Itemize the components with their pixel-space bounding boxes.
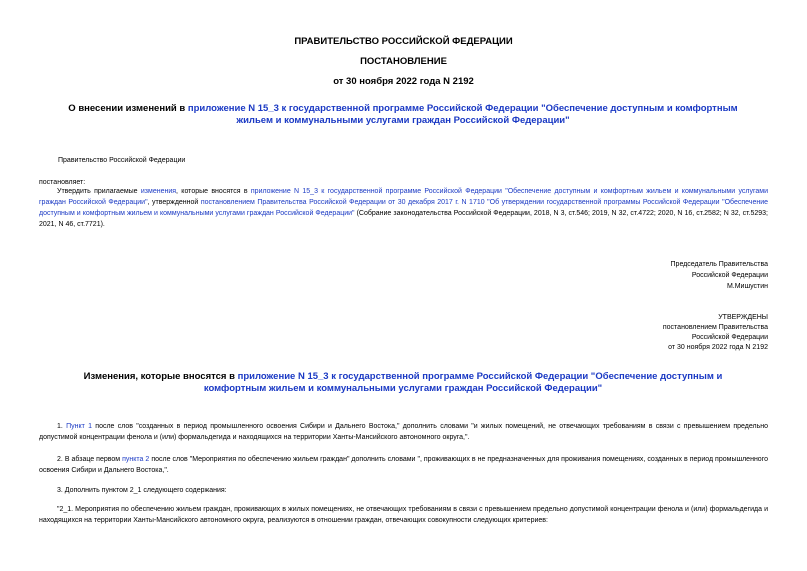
- item-3: 3. Дополнить пунктом 2_1 следующего содержания:: [57, 487, 227, 494]
- document-title-text: О внесении изменений в: [68, 103, 188, 114]
- link-appendix[interactable]: приложение N 15_3 к государственной программе Российской Федерации "Обеспечение доступным и комфортным жильем и коммунальными услугами граждан Российской Федерации": [39, 188, 768, 206]
- link-resolution[interactable]: постановлением Правительства Российской Федерации от 30 декабря 2017 г. N 1710 "Об утверждении государственной программы Российской Федерации "Обеспечение доступным и комфортным жильем и коммунальными услугами граждан Российской Федерации": [39, 199, 769, 217]
- intro-government: Правительство Российской Федерации: [58, 157, 186, 164]
- intro-text-a: Утвердить прилагаемые: [57, 188, 141, 195]
- item-1-number: 1.: [57, 423, 67, 430]
- item-2-text-a: 2. В абзаце первом: [57, 456, 123, 463]
- intro-text-c: , утвержденной: [147, 199, 201, 206]
- document-type: ПОСТАНОВЛЕНИЕ: [360, 56, 447, 67]
- changes-title-text: Изменения, которые вносятся в: [83, 371, 238, 382]
- link-point-1[interactable]: Пункт 1: [66, 423, 93, 430]
- signature-country: Российской Федерации: [691, 272, 768, 279]
- intro-decrees: постановляет:: [39, 179, 86, 186]
- link-point-2[interactable]: пункта 2: [122, 456, 150, 463]
- link-changes[interactable]: изменения: [140, 188, 177, 195]
- approved-by: постановлением Правительства: [662, 324, 768, 331]
- item-4: "2_1. Мероприятия по обеспечению жильем граждан, проживающих в жилых помещениях, не отвечающих требованиям в связи с превышением предельно допустимой концентрации фенола и (или) формальдегида и находящихся на территории Ханты-Мансийского автономного округа, реализуются в отношении граждан, отвечающих совокупности следующих критериев:: [39, 506, 768, 524]
- approved-date: от 30 ноября 2022 года N 2192: [668, 344, 768, 351]
- intro-text-b: , которые вносятся в: [176, 188, 251, 195]
- item-1: [39, 421, 768, 443]
- document-title: [58, 103, 748, 127]
- changes-title-link[interactable]: приложение N 15_3 к государственной программе Российской Федерации "Обеспечение доступным и комфортным жильем и коммунальными услугами граждан Российской Федерации": [203, 371, 723, 394]
- item-2-text-b: после слов "Мероприятия по обеспечению жильем граждан" дополнить словами ", проживающих в не предназначенных для проживания помещениях, созданных в период промышленного освоения Сибири и Дальнего Востока,".: [39, 456, 768, 474]
- item-2: [39, 454, 768, 476]
- government-heading: ПРАВИТЕЛЬСТВО РОССИЙСКОЙ ФЕДЕРАЦИИ: [294, 36, 513, 47]
- signature-position: Председатель Правительства: [670, 261, 768, 268]
- intro-paragraph: [39, 186, 768, 230]
- changes-title: [58, 371, 748, 395]
- approved-country: Российской Федерации: [691, 334, 768, 341]
- document-date-number: от 30 ноября 2022 года N 2192: [333, 76, 474, 87]
- intro-text-d: (Собрание законодательства Российской Федерации, 2018, N 3, ст.546; 2019, N 32, ст.4722; 2020, N 16, ст.2582; N 32, ст.5293; 2021, N 46, ст.7721).: [39, 210, 768, 228]
- signature-name: М.Мишустин: [726, 283, 768, 290]
- item-1-text: после слов "созданных в период промышленного освоения Сибири и Дальнего Востока," дополнить словами "и жилых помещений, не отвечающих требованиям в связи с превышением предельно допустимой концентрации фенола и (или) формальдегида и находящихся на территории Ханты-Мансийского автономного округа,".: [39, 423, 768, 441]
- approved-heading: УТВЕРЖДЕНЫ: [718, 314, 768, 321]
- document-title-link[interactable]: приложение N 15_3 к государственной программе Российской Федерации "Обеспечение доступным и комфортным жильем и коммунальными услугами граждан Российской Федерации": [187, 103, 738, 126]
